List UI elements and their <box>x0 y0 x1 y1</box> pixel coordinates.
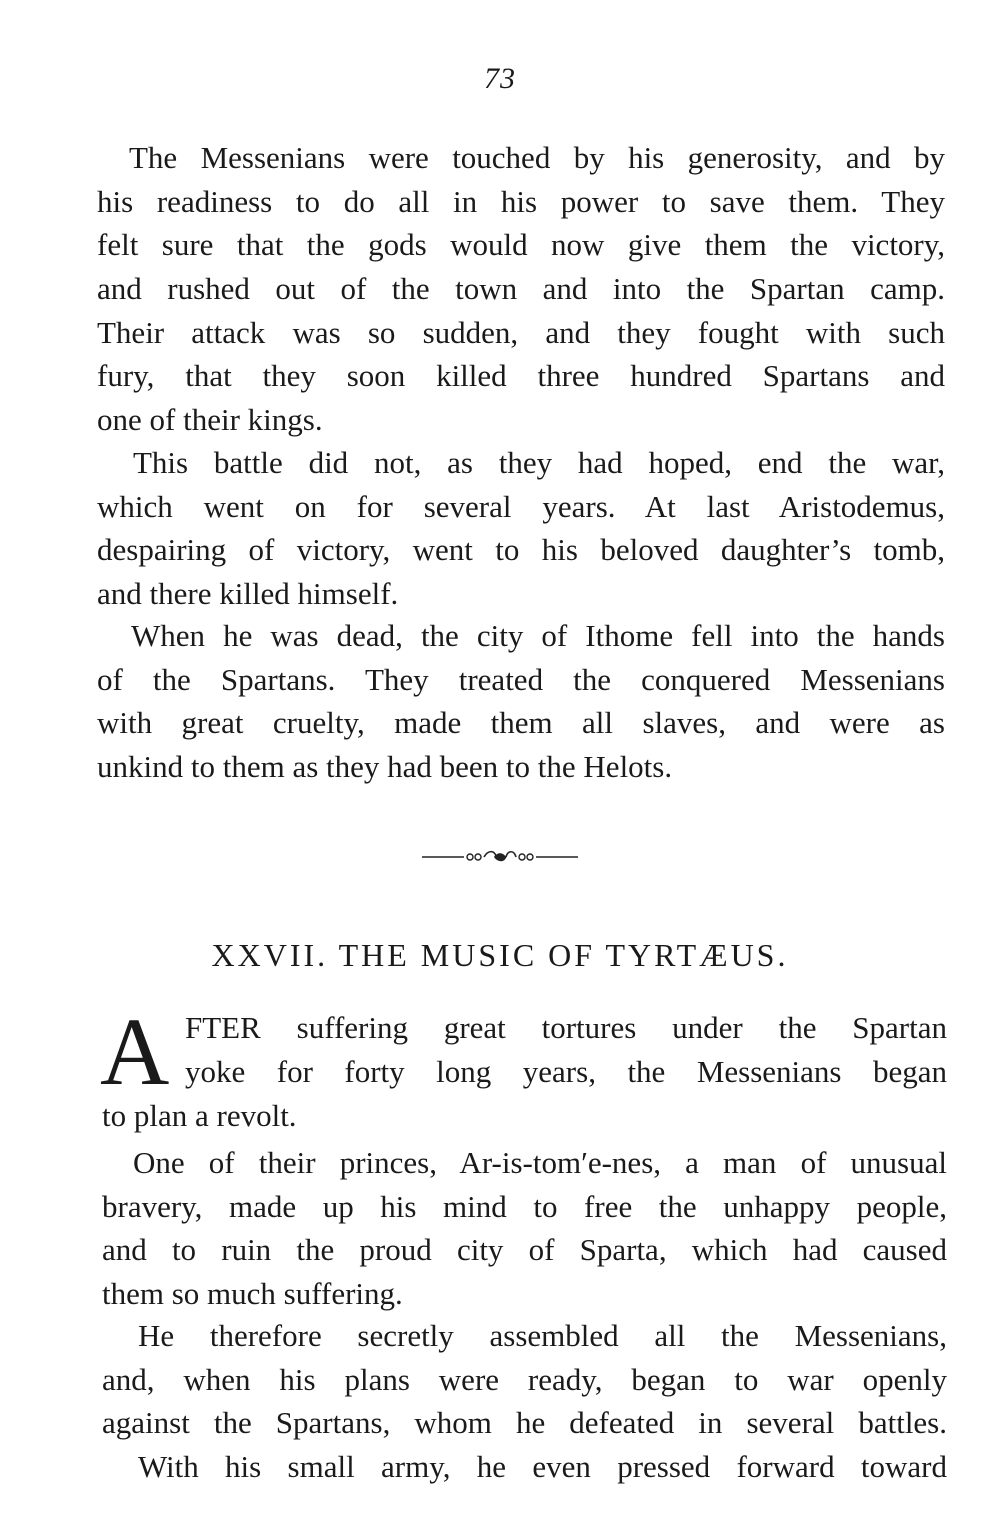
text-line: With his small army, he even pressed forward toward <box>138 1449 947 1485</box>
text-line: unkind to them as they had been to the Helots. <box>97 749 673 785</box>
text-line: The Messenians were touched by his generosity, and by <box>129 140 945 175</box>
paragraph <box>102 1141 947 1316</box>
text-line: This battle did not, as they had hoped, end the war, <box>133 445 945 480</box>
text-line: yoke for forty long years, the Messenians began <box>185 1053 947 1089</box>
text-line: with great cruelty, made them all slaves, and were as <box>97 705 945 741</box>
text-line: and, when his plans were ready, began to war openly <box>102 1361 947 1397</box>
text-line: FTER suffering great tortures under the Spartan <box>185 1010 947 1045</box>
chapter-title: XXVII. THE MUSIC OF TYRTÆUS. <box>211 937 789 973</box>
text-line: them so much suffering. <box>102 1276 403 1312</box>
text-line: One of their princes, Ar-is-tom′e-nes, a man of unusual <box>133 1145 947 1180</box>
text-line: He therefore secretly assembled all the Messenians, <box>138 1318 947 1353</box>
text-line: fury, that they soon killed three hundred Spartans and <box>97 358 945 394</box>
paragraph <box>102 1314 947 1489</box>
ornament-flourish-icon <box>420 846 580 868</box>
text-line: felt sure that the gods would now give them the victory, <box>97 227 945 263</box>
text-line: and to ruin the proud city of Sparta, which had caused <box>102 1232 947 1268</box>
chapter-first-paragraph-tail <box>102 1094 947 1138</box>
text-line: against the Spartans, whom he defeated in several battles. <box>102 1405 947 1441</box>
text-line: to plan a revolt. <box>102 1098 297 1133</box>
chapter-first-paragraph <box>185 1006 947 1093</box>
text-line: one of their kings. <box>97 402 323 438</box>
text-line: of the Spartans. They treated the conquered Messenians <box>97 661 945 697</box>
text-line: Their attack was so sudden, and they fought with such <box>97 314 945 350</box>
paragraph <box>97 441 945 616</box>
text-line: despairing of victory, went to his beloved daughter’s tomb, <box>97 532 945 568</box>
text-line: and there killed himself. <box>97 576 399 612</box>
text-line: When he was dead, the city of Ithome fell into the hands <box>131 618 945 653</box>
paragraph <box>97 614 945 789</box>
text-line: which went on for several years. At last Aristodemus, <box>97 488 945 524</box>
text-line: and rushed out of the town and into the Spartan camp. <box>97 271 945 307</box>
text-line: bravery, made up his mind to free the unhappy people, <box>102 1188 947 1224</box>
text-line: his readiness to do all in his power to save them. They <box>97 183 945 219</box>
paragraph <box>97 136 945 442</box>
drop-cap: A <box>100 998 170 1105</box>
section-divider-ornament <box>0 846 1000 868</box>
page-number: 73 <box>484 62 516 95</box>
